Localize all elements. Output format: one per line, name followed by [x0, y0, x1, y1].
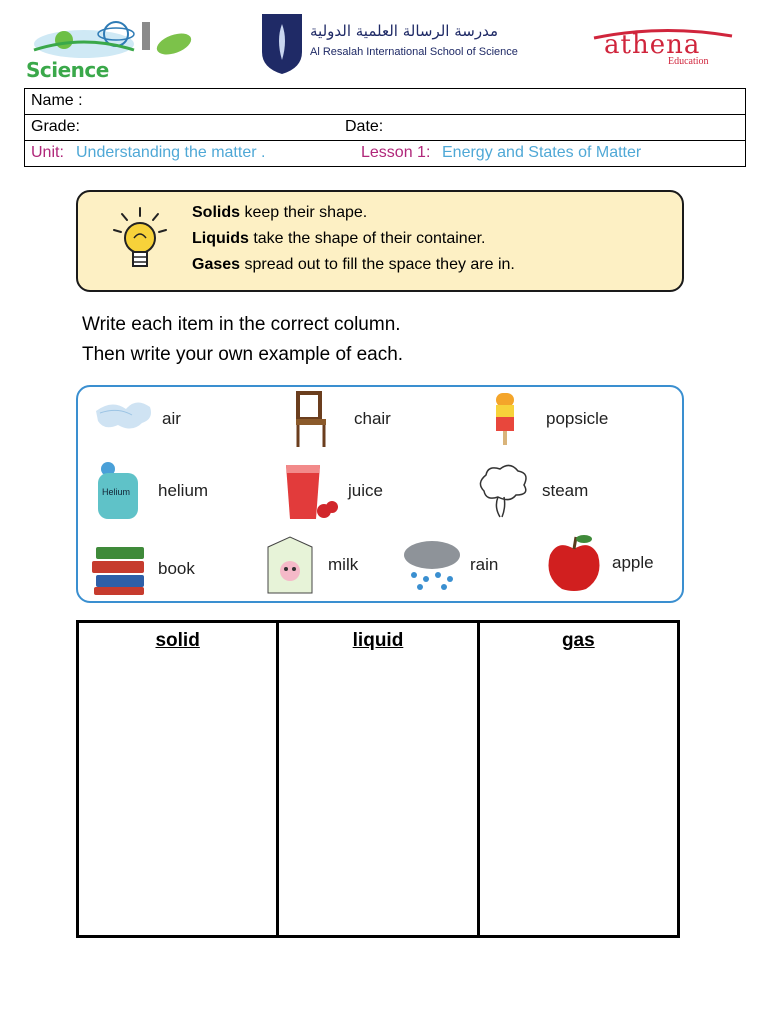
school-name-arabic: مدرسة الرسالة العلمية الدولية: [310, 22, 499, 40]
air-icon: [92, 389, 156, 449]
steam-icon: [472, 461, 536, 521]
item-label: air: [162, 409, 181, 428]
item-helium: [88, 461, 208, 521]
instruction-line-1: Write each item in the correct column.: [82, 314, 401, 335]
name-row: [25, 89, 745, 115]
item-book: [88, 539, 195, 599]
item-steam: [472, 461, 588, 521]
rule-text: take the shape of their container.: [248, 230, 486, 247]
item-label: milk: [328, 555, 359, 574]
instruction-line-2: Then write your own example of each.: [82, 344, 404, 365]
school-crest-icon: [258, 12, 306, 76]
item-chair: [284, 389, 391, 449]
rule-text: spread out to fill the space they are in.: [240, 256, 515, 273]
milk-carton-icon: [258, 535, 322, 595]
athena-subtitle: Education: [668, 56, 709, 67]
science-logo: [24, 14, 200, 82]
item-milk: [258, 535, 358, 595]
rule-term: Liquids: [192, 230, 249, 247]
unit-value: Understanding the matter .: [76, 144, 266, 161]
rule-gases: [192, 256, 515, 274]
item-popsicle: [476, 389, 608, 449]
lesson-label: Lesson 1:: [361, 144, 431, 161]
helium-tank-icon: [88, 461, 152, 521]
item-label: chair: [354, 409, 391, 428]
column-gas[interactable]: [480, 623, 677, 935]
helium-tank-label: Helium: [102, 487, 131, 497]
school-logo: [258, 12, 518, 76]
column-solid[interactable]: [79, 623, 279, 935]
grade-label: Grade:: [31, 118, 80, 135]
juice-icon: [278, 461, 342, 521]
item-label: book: [158, 559, 195, 578]
name-label: Name :: [31, 92, 83, 109]
item-apple: [542, 533, 654, 593]
item-label: popsicle: [546, 409, 609, 428]
column-header: liquid: [352, 630, 404, 651]
popsicle-icon: [476, 389, 540, 449]
rule-term: Solids: [192, 204, 241, 221]
athena-word: athena: [604, 30, 701, 60]
science-word: Science: [26, 58, 109, 82]
school-name-english: Al Resalah International School of Science: [310, 46, 518, 58]
item-rain: [400, 535, 498, 595]
apple-icon: [542, 533, 606, 593]
item-label: rain: [470, 555, 499, 574]
item-air: [92, 389, 181, 449]
date-label: Date:: [345, 118, 384, 135]
rule-liquids: [192, 230, 486, 248]
unit-row: [25, 141, 745, 166]
athena-logo: [592, 28, 734, 72]
grade-row: [25, 115, 745, 141]
states-rules-box: [76, 190, 684, 292]
rule-text: keep their shape.: [240, 204, 368, 221]
books-icon: [88, 539, 152, 599]
column-header: gas: [561, 630, 595, 651]
item-juice: [278, 461, 383, 521]
item-label: steam: [542, 481, 589, 500]
item-label: apple: [612, 553, 654, 572]
column-liquid[interactable]: [279, 623, 479, 935]
sorting-table: [76, 620, 680, 938]
unit-label: Unit:: [31, 144, 64, 161]
rule-solids: [192, 204, 367, 222]
lightbulb-icon: [110, 206, 174, 278]
student-info-table: [24, 88, 746, 167]
items-box: [76, 385, 684, 603]
rain-cloud-icon: [400, 535, 464, 595]
chair-icon: [284, 389, 348, 449]
item-label: helium: [158, 481, 209, 500]
rule-term: Gases: [192, 256, 241, 273]
lesson-value: Energy and States of Matter: [442, 144, 642, 161]
column-header: solid: [155, 630, 200, 651]
item-label: juice: [348, 481, 383, 500]
